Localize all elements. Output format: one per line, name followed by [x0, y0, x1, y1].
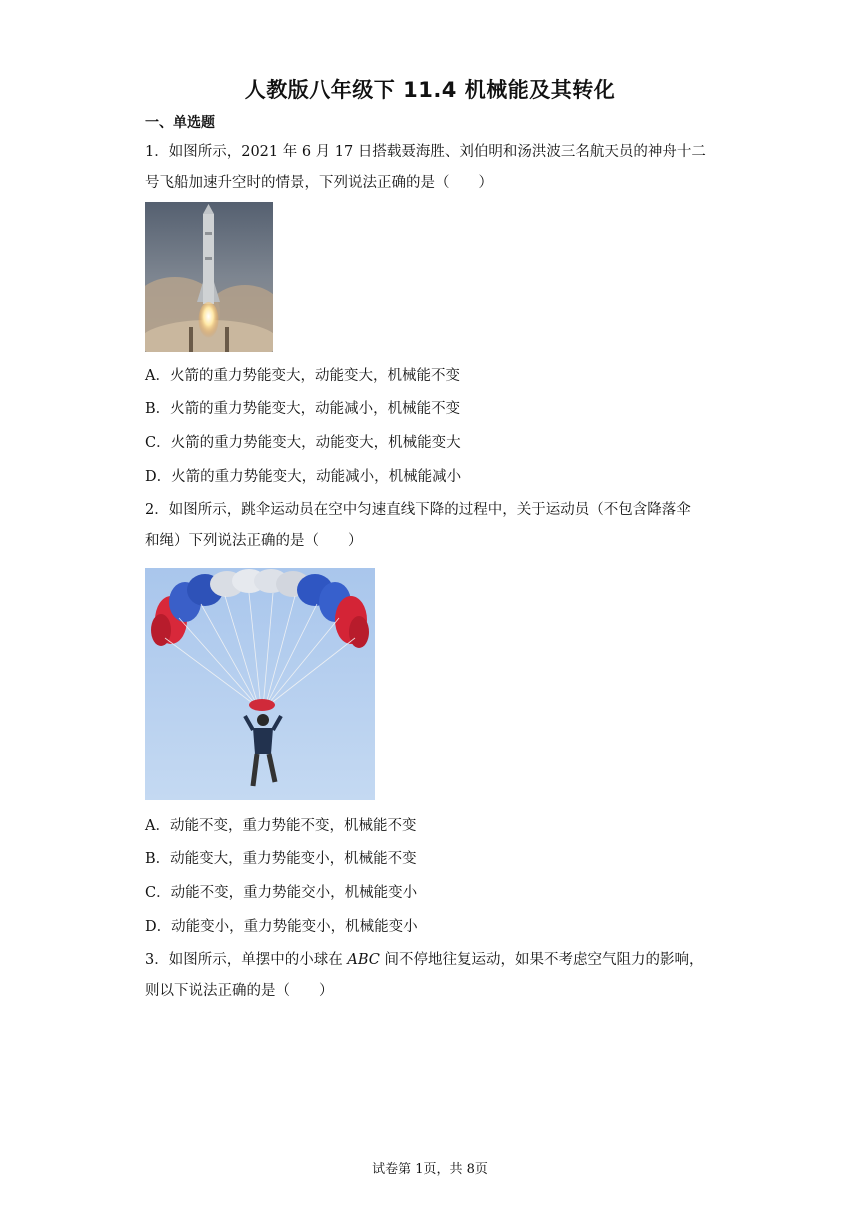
question-3-line-2: 则以下说法正确的是（ ）: [145, 983, 334, 999]
question-1-option-c[interactable]: C．火箭的重力势能变大，动能变大，机械能变大: [145, 435, 461, 451]
question-1-line-2: 号飞船加速升空时的情景，下列说法正确的是（ ）: [145, 175, 493, 191]
question-2-option-a[interactable]: A．动能不变，重力势能不变，机械能不变: [145, 818, 417, 834]
question-2-option-c[interactable]: C．动能不变，重力势能交小，机械能变小: [145, 885, 418, 901]
question-2-line-2: 和绳）下列说法正确的是（ ）: [145, 533, 363, 549]
question-1-option-a[interactable]: A．火箭的重力势能变大，动能变大，机械能不变: [145, 368, 460, 384]
question-2-line-1: 2．如图所示，跳伞运动员在空中匀速直线下降的过程中，关于运动员（不包含降落伞: [145, 502, 691, 518]
question-2-option-d[interactable]: D．动能变小，重力势能变小，机械能变小: [145, 919, 418, 935]
question-1-option-d[interactable]: D．火箭的重力势能变大，动能减小，机械能减小: [145, 469, 462, 485]
question-3-abc: ABC: [347, 952, 380, 968]
question-1-line-1: 1．如图所示，2021 年 6 月 17 日搭载聂海胜、刘伯明和汤洪波三名航天员的神舟十二: [145, 144, 706, 160]
page-title: 人教版八年级下 11.4 机械能及其转化: [244, 78, 616, 102]
question-1-option-b[interactable]: B．火箭的重力势能变大，动能减小，机械能不变: [145, 401, 461, 417]
question-3-line-1: [145, 945, 725, 976]
question-1-stem: [145, 137, 725, 199]
question-3-stem: [145, 945, 725, 1007]
section-heading: 一、单选题: [145, 115, 215, 131]
question-2-option-b[interactable]: B．动能变大，重力势能变小，机械能不变: [145, 851, 417, 867]
rocket-launch-image: [145, 202, 273, 352]
question-3-text-b: 间不停地往复运动，如果不考虑空气阻力的影响，: [379, 952, 704, 968]
parachutist-image: [145, 568, 375, 800]
question-3-text-a: 3．如图所示，单摆中的小球在: [145, 952, 348, 968]
question-2-stem: [145, 495, 725, 557]
page-footer: 试卷第 1页，共 8页: [372, 1162, 488, 1177]
